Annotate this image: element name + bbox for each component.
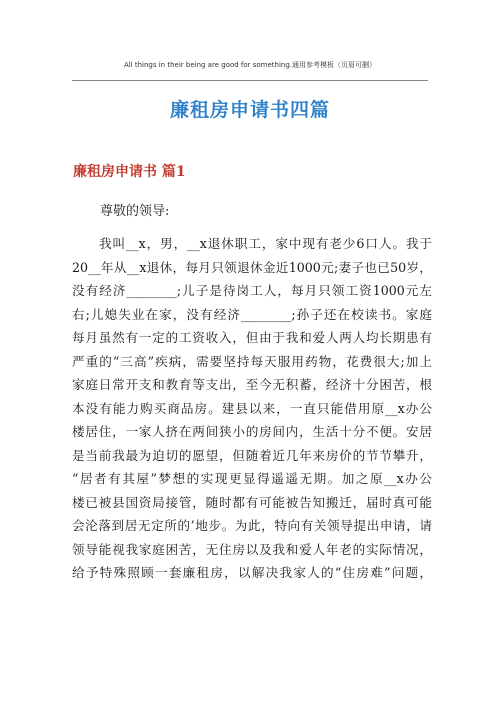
body-line: 会沦落到居无定所的’地步。为此，特向有关领导提出申请，请 [72,518,432,533]
body-line: 本没有能力购买商品房。建县以来，一直只能借用原__x办公 [72,400,432,416]
body-line: 给予特殊照顾一套廉租房，以解决我家人的“住房难”问题， [72,565,432,580]
letter-greeting: 尊敬的领导: [100,204,170,219]
body-line: 领导能视我家庭困苦，无住房以及我和爱人年老的实际情况， [72,541,432,557]
letter-body [72,232,432,585]
document-title: 廉租房申请书四篇 [169,99,330,121]
body-line: “居者有其屋”梦想的实现更显得遥遥无期。加之原__x办公 [72,471,432,486]
body-line: 楼已被县国资局接管，随时都有可能被告知搬迁，届时真可能 [72,494,432,510]
body-line: 严重的“三高”疾病，需要坚持每天服用药物，花费很大;加上 [72,353,432,369]
header-divider [72,80,428,81]
body-line: 我叫__x，男，__x退休职工，家中现有老少6口人。我于 [99,236,432,251]
body-line: 是当前我最为迫切的愿望，但随着近几年来房价的节节攀升， [72,447,432,463]
body-line: 右;儿媳失业在家，没有经济________;孙子还在校读书。家庭 [72,306,432,322]
page-header-note: All things in their being are good for something.通用参考模板（页眉可删） [123,61,377,69]
body-line: 每月虽然有一定的工资收入，但由于我和爱人两人均长期患有 [72,330,432,345]
body-line: 没有经济________;儿子是待岗工人，每月只领工资1000元左 [72,283,432,298]
body-line: 家庭日常开支和教育等支出，至今无积蓄，经济十分困苦，根 [72,377,432,392]
body-line: 20__年从__x退休，每月只领退休金近1000元;妻子也已50岁， [72,259,432,275]
body-line: 楼居住，一家人挤在两间狭小的房间内，生活十分不便。安居 [72,424,432,439]
section-heading: 廉租房申请书 篇1 [73,164,186,180]
